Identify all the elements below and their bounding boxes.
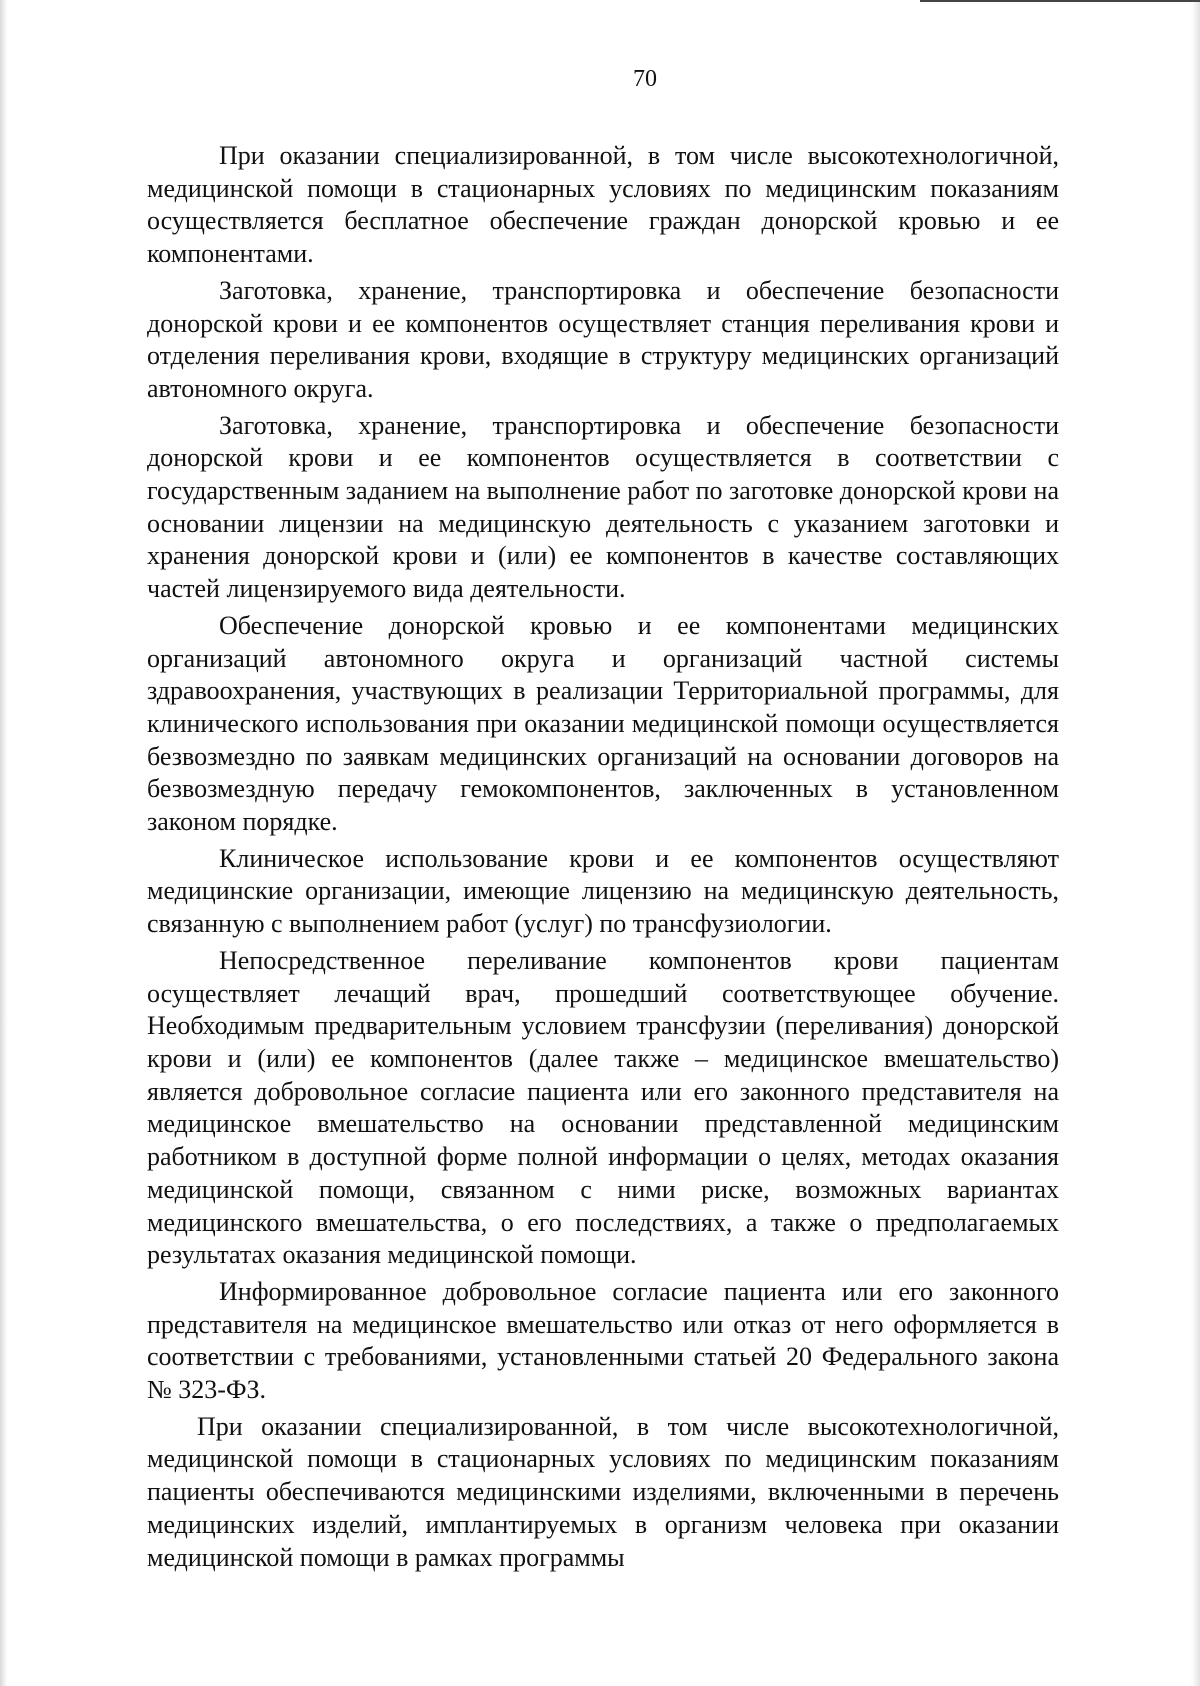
page-number: 70 [633, 66, 657, 92]
paragraph-clinical-use: Клиническое использование крови и ее компонентов осуществляют медицинские организации, имеющие лицензию на медицинскую деятельность, связанную с выполнением работ (услуг) по трансфузиологии. [147, 843, 1059, 939]
paragraph-blood-provision-organizations: Обеспечение донорской кровью и ее компонентами медицинских организаций автономного округа и организаций частной системы здравоохранения, участвующих в реализации Территориальной программы, для клинического использования при оказании медицинской помощи осуществляется безвозмездно по заявкам медицинских организаций на основании договоров на безвозмездную передачу гемокомпонентов, заключенных в установленном законом порядке. [147, 610, 1059, 837]
paragraph-medical-devices: При оказании специализированной, в том числе высокотехнологичной, медицинской помощи в стационарных условиях по медицинским показаниям пациенты обеспечиваются медицинскими изделиями, включенными в перечень медицинских изделий, имплантируемых в организм человека при оказании медицинской помощи в рамках программы [147, 1411, 1059, 1572]
document-body [147, 140, 1059, 1578]
paragraph-blood-supply: При оказании специализированной, в том числе высокотехнологичной, медицинской помощи в стационарных условиях по медицинским показаниям осуществляется бесплатное обеспечение граждан донорской кровью и ее компонентами. [147, 141, 1059, 269]
paragraph-blood-procurement-station: Заготовка, хранение, транспортировка и обеспечение безопасности донорской крови и ее компонентов осуществляет станция переливания крови и отделения переливания крови, входящие в структуру медицинских организаций автономного округа. [147, 275, 1059, 403]
scan-edge-left [0, 0, 8, 1686]
scan-edge-right [1190, 0, 1200, 1686]
paragraph-blood-procurement-state-task: Заготовка, хранение, транспортировка и обеспечение безопасности донорской крови и ее компонентов осуществляется в соответствии с государственным заданием на выполнение работ по заготовке донорской крови на основании лицензии на медицинскую деятельность с указанием заготовки и хранения донорской крови и (или) ее компонентов в качестве составляющих частей лицензируемого вида деятельности. [147, 410, 1059, 604]
paragraph-informed-consent: Информированное добровольное согласие пациента или его законного представителя на медицинское вмешательство или отказ от него оформляется в соответствии с требованиями, установленными статьей 20 Федерального закона № 323-ФЗ. [147, 1276, 1059, 1405]
top-rule [920, 0, 1200, 2]
paragraph-transfusion-consent: Непосредственное переливание компонентов крови пациентам осуществляет лечащий врач, прошедший соответствующее обучение. Необходимым предварительным условием трансфузии (переливания) донорской крови и (или) ее компонентов (далее также – медицинское вмешательство) является добровольное согласие пациента или его законного представителя на медицинское вмешательство на основании представленной медицинским работником в доступной форме полной информации о целях, методах оказания медицинской помощи, связанном с ними риске, возможных вариантах медицинского вмешательства, о его последствиях, а также о предполагаемых результатах оказания медицинской помощи. [147, 945, 1059, 1270]
